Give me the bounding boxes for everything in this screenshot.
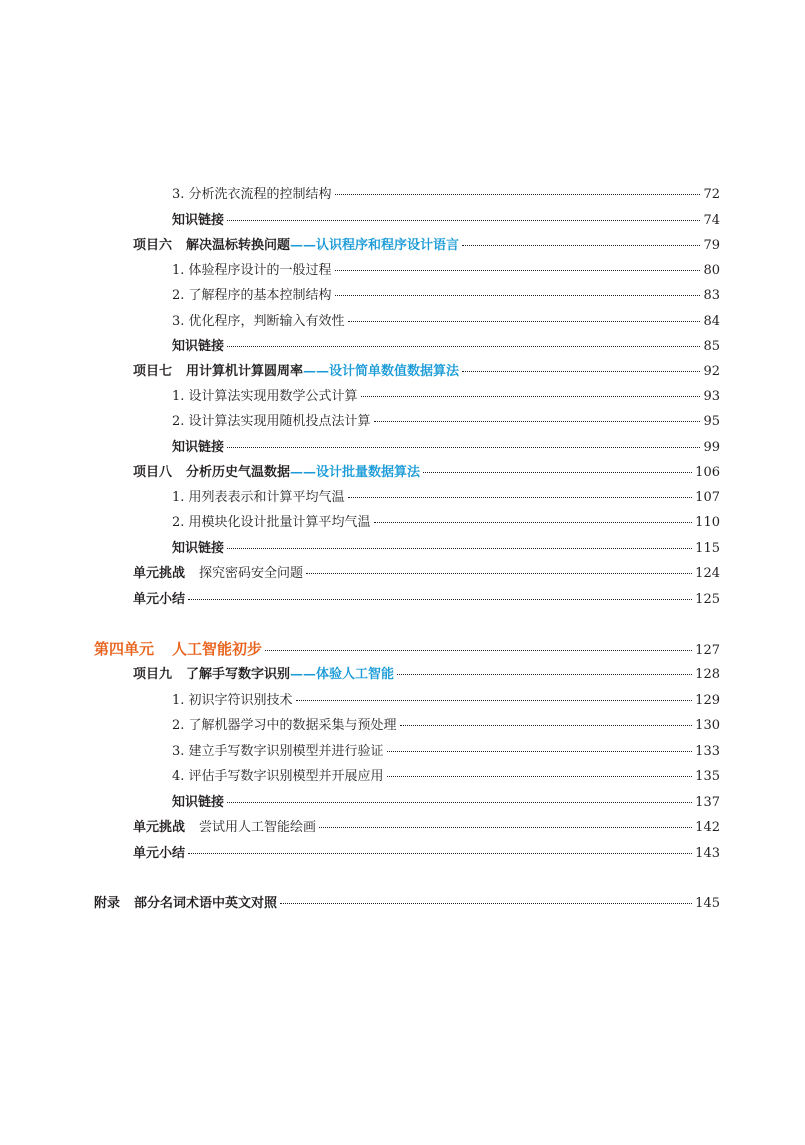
entry-title: 优化程序，判断输入有效性	[188, 314, 345, 329]
unit-title: 人工智能初步	[172, 640, 263, 658]
toc-entry[interactable]	[172, 186, 720, 204]
dot-leader	[188, 599, 692, 600]
entry-title: 了解程序的基本控制结构	[188, 288, 332, 303]
dot-leader	[348, 321, 701, 322]
toc-entry[interactable]	[172, 794, 720, 812]
entry-number: 3.	[172, 314, 185, 329]
entry-number: 1.	[172, 693, 185, 708]
entry-label: 知识链接	[172, 440, 225, 455]
page-number: 80	[703, 263, 720, 278]
entry-number: 1.	[172, 263, 185, 278]
entry-label: 知识链接	[172, 795, 225, 810]
entry-subtitle: ——认识程序和程序设计语言	[290, 238, 460, 253]
dot-leader	[374, 421, 701, 422]
dot-leader	[374, 522, 693, 523]
dot-leader	[361, 396, 701, 397]
page-number: 142	[695, 820, 720, 835]
entry-label: 项目八	[133, 465, 173, 480]
page-number: 99	[703, 440, 720, 455]
dot-leader	[387, 776, 693, 777]
entry-number: 2.	[172, 718, 185, 733]
page-number: 106	[695, 465, 720, 480]
entry-title: 解决温标转换问题	[186, 238, 291, 253]
dot-leader	[188, 853, 692, 854]
page-number: 95	[703, 414, 720, 429]
entry-number: 2.	[172, 515, 185, 530]
entry-title: 分析历史气温数据	[186, 465, 291, 480]
toc-entry[interactable]	[172, 413, 720, 431]
entry-label: 知识链接	[172, 339, 225, 354]
toc-entry[interactable]	[133, 565, 720, 583]
dot-leader	[423, 472, 692, 473]
entry-label: 知识链接	[172, 541, 225, 556]
toc-entry[interactable]	[172, 514, 720, 532]
dot-leader	[227, 220, 700, 221]
dot-leader	[296, 700, 693, 701]
toc-entry[interactable]	[172, 540, 720, 558]
page-number: 130	[695, 718, 720, 733]
entry-title: 用列表表示和计算平均气温	[188, 490, 345, 505]
dot-leader	[335, 295, 701, 296]
entry-number: 1.	[172, 490, 185, 505]
entry-title: 体验程序设计的一般过程	[188, 263, 332, 278]
entry-label: 单元挑战	[133, 820, 186, 835]
dot-leader	[265, 650, 692, 651]
dot-leader	[227, 802, 692, 803]
entry-title: 分析洗衣流程的控制结构	[188, 187, 332, 202]
page-number: 74	[703, 213, 720, 228]
toc-entry[interactable]	[133, 237, 720, 255]
page-number: 129	[695, 693, 720, 708]
entry-title: 了解机器学习中的数据采集与预处理	[188, 718, 397, 733]
page-number: 85	[703, 339, 720, 354]
toc-entry[interactable]	[133, 464, 720, 482]
entry-number: 1.	[172, 389, 185, 404]
entry-label: 项目九	[133, 667, 173, 682]
toc-entry[interactable]	[172, 388, 720, 406]
toc-entry[interactable]	[172, 287, 720, 305]
toc-entry[interactable]	[172, 717, 720, 735]
entry-number: 3.	[172, 744, 185, 759]
entry-title: 初识字符识别技术	[188, 693, 293, 708]
page-number: 135	[695, 769, 720, 784]
page-number: 93	[703, 389, 720, 404]
entry-subtitle: ——体验人工智能	[290, 667, 395, 682]
page-number: 125	[695, 592, 720, 607]
dot-leader	[397, 674, 692, 675]
entry-title: 设计算法实现用随机投点法计算	[188, 414, 371, 429]
page-number: 115	[695, 541, 720, 556]
entry-title: 用模块化设计批量计算平均气温	[188, 515, 371, 530]
dot-leader	[227, 346, 700, 347]
dot-leader	[400, 725, 693, 726]
page-number: 137	[695, 795, 720, 810]
page-number: 127	[695, 643, 720, 658]
toc-entry[interactable]	[172, 489, 720, 507]
entry-label: 项目六	[133, 238, 173, 253]
dot-leader	[335, 270, 701, 271]
entry-title: 建立手写数字识别模型并进行验证	[188, 744, 384, 759]
entry-number: 3.	[172, 187, 185, 202]
toc-entry[interactable]	[133, 845, 720, 863]
entry-title: 部分名词术语中英文对照	[134, 896, 278, 911]
entry-subtitle: ——设计批量数据算法	[290, 465, 421, 480]
page-number: 92	[703, 364, 720, 379]
entry-title: 了解手写数字识别	[186, 667, 291, 682]
dot-leader	[319, 827, 692, 828]
entry-label: 附录	[94, 896, 121, 911]
page-number: 110	[695, 515, 720, 530]
page-number: 145	[695, 896, 720, 911]
dot-leader	[306, 573, 692, 574]
entry-subtitle: ——设计简单数值数据算法	[303, 364, 460, 379]
dot-leader	[335, 194, 701, 195]
page-number: 72	[703, 187, 720, 202]
dot-leader	[227, 447, 700, 448]
page-number: 124	[695, 566, 720, 581]
entry-title: 尝试用人工智能绘画	[199, 820, 317, 835]
page-number: 107	[695, 490, 720, 505]
dot-leader	[348, 497, 693, 498]
page-number: 143	[695, 846, 720, 861]
toc-entry[interactable]	[172, 439, 720, 457]
dot-leader	[462, 245, 700, 246]
dot-leader	[387, 751, 693, 752]
entry-number: 2.	[172, 414, 185, 429]
unit-label: 第四单元	[94, 640, 155, 658]
page-number: 84	[703, 314, 720, 329]
entry-title: 设计算法实现用数学公式计算	[188, 389, 358, 404]
dot-leader	[280, 903, 692, 904]
toc-appendix-entry[interactable]	[94, 895, 720, 913]
toc-entry[interactable]	[172, 262, 720, 280]
dot-leader	[462, 371, 700, 372]
page-number: 79	[703, 238, 720, 253]
toc-entry[interactable]	[172, 313, 720, 331]
toc-entry[interactable]	[172, 212, 720, 230]
toc-entry[interactable]	[172, 743, 720, 761]
entry-label: 单元挑战	[133, 566, 186, 581]
toc-entry[interactable]	[133, 819, 720, 837]
toc-unit-entry[interactable]	[94, 640, 720, 658]
entry-label: 项目七	[133, 364, 173, 379]
toc-entry[interactable]	[172, 338, 720, 356]
toc-entry[interactable]	[172, 768, 720, 786]
entry-title: 探究密码安全问题	[199, 566, 304, 581]
entry-label: 单元小结	[133, 846, 186, 861]
entry-number: 2.	[172, 288, 185, 303]
entry-label: 知识链接	[172, 213, 225, 228]
entry-title: 评估手写数字识别模型并开展应用	[188, 769, 384, 784]
entry-number: 4.	[172, 769, 185, 784]
toc-entry[interactable]	[133, 666, 720, 684]
entry-title: 用计算机计算圆周率	[186, 364, 304, 379]
dot-leader	[227, 548, 692, 549]
toc-entry[interactable]	[133, 363, 720, 381]
page-number: 83	[703, 288, 720, 303]
toc-entry[interactable]	[172, 692, 720, 710]
toc-entry[interactable]	[133, 591, 720, 609]
entry-label: 单元小结	[133, 592, 186, 607]
page-number: 128	[695, 667, 720, 682]
page-number: 133	[695, 744, 720, 759]
